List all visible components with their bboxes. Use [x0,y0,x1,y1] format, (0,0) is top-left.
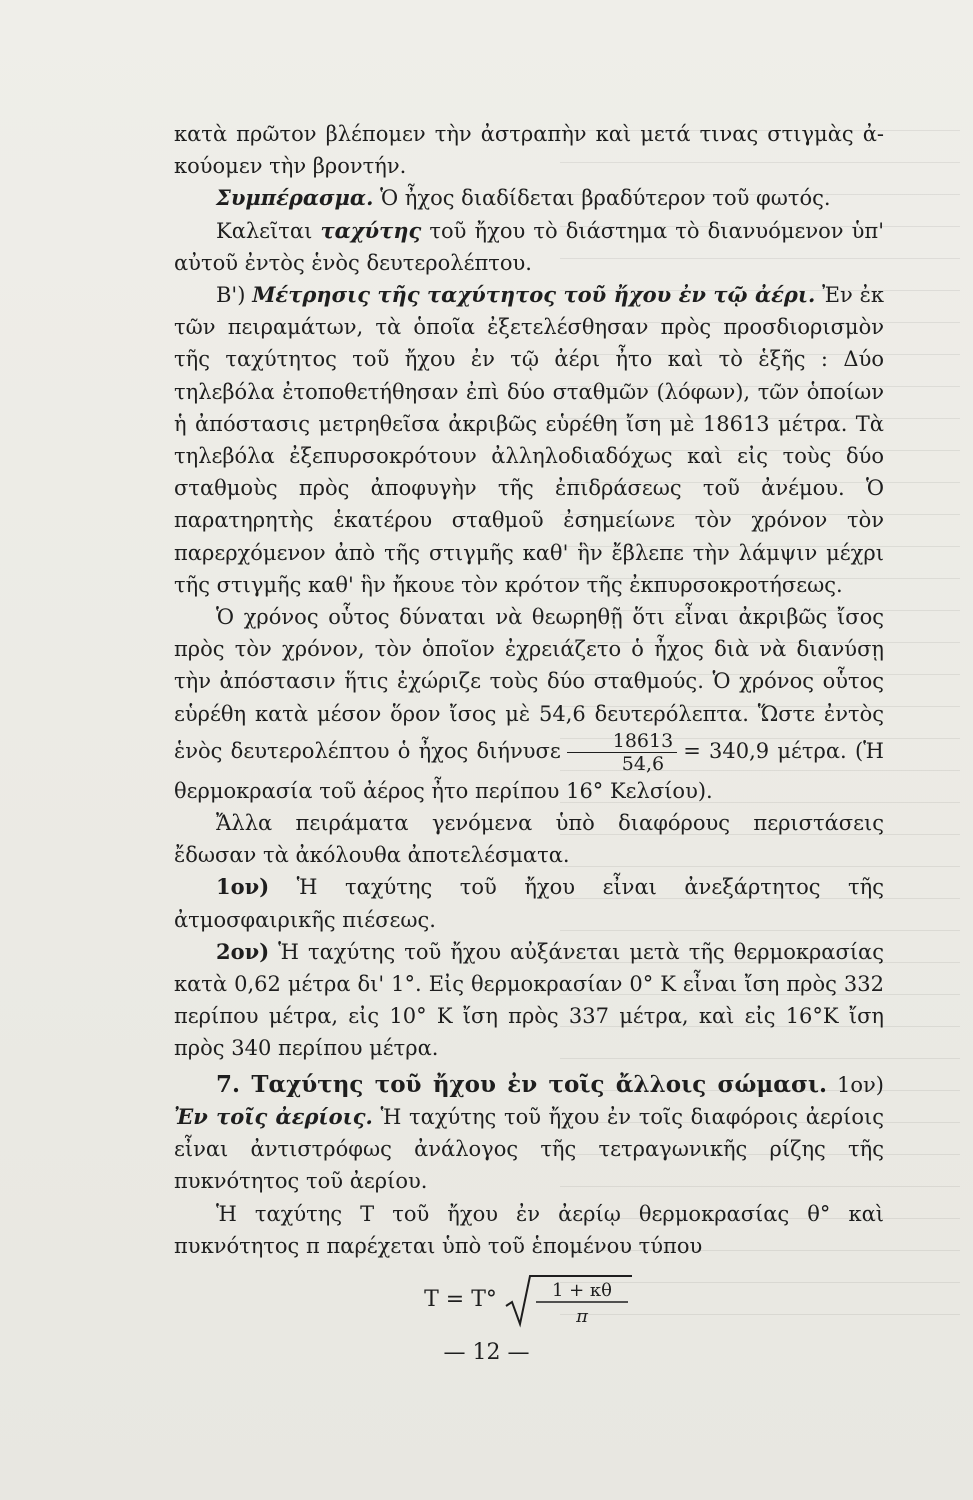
section-7-sub-title: Ἐν τοῖς ἀερίοις. [174,1103,373,1129]
paragraph-formula-intro [174,1198,884,1262]
intro-text: κατὰ πρῶτον βλέπομεν τὴν ἀστραπὴν καὶ μετά τινας στιγμὰς ἀ-κούομεν τὴν βροντήν. [174,122,884,179]
conclusion-label: Συμπέρασμα. [216,185,374,211]
paragraph-speed-definition [174,215,884,279]
section-7-sub-label: 1ον) [827,1072,884,1097]
speed-def-text-a: Καλεῖται [216,218,321,243]
square-root-formula [504,1272,634,1328]
time-text-b: = 340,9 μέτρα. (Ἡ θερμοκρασία τοῦ ἀέρος ἦτο περίπου 16° Κελσίου). [174,738,884,803]
formula-lhs: Τ = Τ° [424,1286,504,1312]
speed-formula [174,1272,884,1328]
conclusion-text: Ὁ ἦχος διαδίδεται βραδύτερον τοῦ φωτός. [373,186,831,211]
paragraph-conclusion [174,182,884,214]
speed-def-term: ταχύτης [320,217,422,243]
section-7-text: Ἡ ταχύτης τοῦ ἤχου ἐν τοῖς διαφόροις ἀερίοις εἶναι ἀντιστρόφως ἀνάλογος τῆς τετραγωνικῆς ρίζης τῆς πυκνότητος τοῦ ἀερίου. [174,1104,884,1194]
formula-denominator: π [575,1305,588,1327]
result-2-label: 2ον) [216,938,270,964]
fraction-numerator: 18613 [567,730,677,753]
section-b-label: Β') [216,283,253,308]
result-1-label: 1ον) [216,874,270,900]
section-b-text: Ἐν ἐκ τῶν πειραμάτων, τὰ ὁποῖα ἐξετελέσθησαν πρὸς προσδιορισμὸν τῆς ταχύτητος τοῦ ἤχου ἐν τῷ ἀέρι ἦτο καὶ τὸ ἑξῆς : Δύο τηλεβόλα ἐτοποθετήθησαν ἐπὶ δύο σταθμῶν (λόφων), τῶν ὁποίων ἡ ἀπόστασις μετρηθεῖσα ἀκριβῶς εὑρέθη ἴση μὲ 18613 μέτρα. Τὰ τηλεβόλα ἐξεπυρσοκρότουν ἀλληλοδιαδόχως καὶ εἰς τοὺς δύο σταθμοὺς πρὸς ἀποφυγὴν τῆς ἐπιδράσεως τοῦ ἀνέμου. Ὁ παρατηρητὴς ἑκατέρου σταθμοῦ ἐσημείωνε τὸν χρόνον τὸν παρερχόμενον ἀπὸ τῆς στιγμῆς καθ' ἣν ἔβλεπε τὴν λάμψιν μέχρι τῆς στιγμῆς καθ' ἣν ἤκουε τὸν κρότον τῆς ἐκπυρσοκροτήσεως. [174,283,884,597]
body-text [174,118,884,1328]
other-experiments-text: Ἄλλα πειράματα γενόμενα ὑπὸ διαφόρους περιστάσεις ἔδωσαν τὰ ἀκόλουθα ἀποτελέσματα. [174,811,884,868]
page-number: — 12 — [443,1340,530,1365]
paragraph-intro [174,118,884,182]
speed-def-text-b: τοῦ ἤχου τὸ διάστημα τὸ διανυόμενον ὑπ' αὐτοῦ ἐντὸς ἑνὸς δευτερολέπτου. [174,218,884,275]
paragraph-result-1 [174,871,884,935]
section-b-title: Μέτρησις τῆς ταχύτητος τοῦ ἤχου ἐν τῷ ἀέρι. [252,282,816,308]
paragraph-other-experiments [174,807,884,871]
formula-intro-text: Ἡ ταχύτης Τ τοῦ ἤχου ἐν ἀερίῳ θερμοκρασίας θ° καὶ πυκνότητος π παρέχεται ὑπὸ τοῦ ἑπομένου τύπου [174,1201,884,1258]
speed-fraction [567,730,677,775]
fraction-denominator: 54,6 [621,752,665,775]
result-2-text: Ἡ ταχύτης τοῦ ἤχου αὐξάνεται μετὰ τῆς θερμοκρασίας κατὰ 0,62 μέτρα δι' 1°. Εἰς θερμοκρασίαν 0° Κ εἶναι ἴση πρὸς 332 περίπου μέτρα, εἰς 10° Κ ἴση πρὸς 337 μέτρα, καὶ εἰς 16°Κ ἴση πρὸς 340 περίπου μέτρα. [174,939,884,1061]
paragraph-section-b [174,279,884,601]
formula-numerator: 1 + κθ [551,1279,612,1301]
time-text-a: Ὁ χρόνος οὗτος δύναται νὰ θεωρηθῇ ὅτι εἶναι ἀκριβῶς ἴσος πρὸς τὸν χρόνον, τὸν ὁποῖον ἐχρειάζετο ὁ ἦχος διὰ νὰ διανύσῃ τὴν ἀπόστασιν ἥτις ἐχώριζε τοὺς δύο σταθμούς. Ὁ χρόνος οὗτος εὑρέθη κατὰ μέσον ὅρον ἴσος μὲ 54,6 δευτερόλεπτα. Ὥστε ἐντὸς ἑνὸς δευτερολέπτου ὁ ἦχος διήνυσε [174,605,884,763]
paragraph-time [174,601,884,807]
section-7-title: 7. Ταχύτης τοῦ ἤχου ἐν τοῖς ἄλλοις σώμασι. [216,1070,828,1098]
result-1-text: Ἡ ταχύτης τοῦ ἤχου εἶναι ἀνεξάρτητος τῆς ἀτμοσφαιρικῆς πιέσεως. [174,875,884,932]
paragraph-result-2 [174,936,884,1065]
paragraph-section-7 [174,1069,884,1198]
